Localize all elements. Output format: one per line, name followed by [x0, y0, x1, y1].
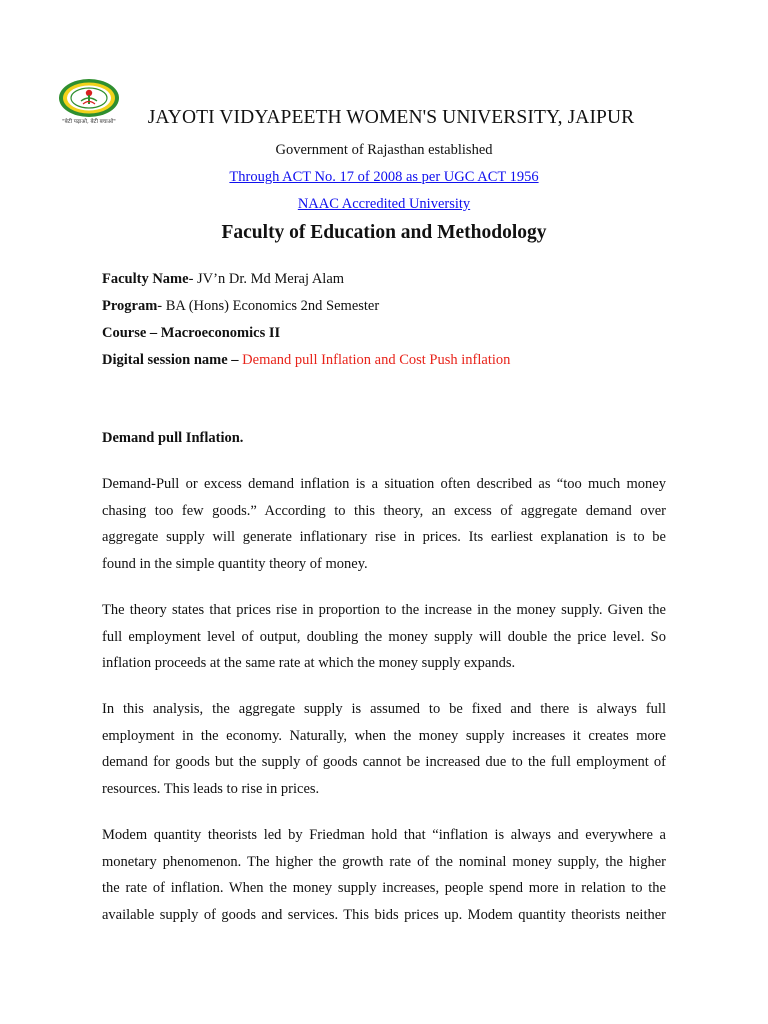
paragraph-line: Modem quantity theorists led by Friedman hold that “inflation is always and everywhere a [102, 827, 666, 843]
program-label: Program [102, 298, 158, 314]
session-value: Demand pull Inflation and Cost Push inflation [242, 352, 511, 368]
naac-line [0, 196, 768, 213]
paragraph-line: the rate of inflation. When the money supply increases, people spend more in relation to the [102, 880, 666, 897]
faculty-name-label: Faculty Name [102, 271, 189, 287]
course-line [102, 325, 280, 342]
paragraph-line: inflation proceeds at the same rate at which the money supply expands. [102, 655, 516, 672]
paragraph-line: found in the simple quantity theory of money. [102, 556, 368, 573]
logo-tagline: "बेटी पढ़ाओ, बेटी बचाओ" [62, 119, 116, 125]
paragraph-1 [102, 471, 666, 578]
paragraph-line: available supply of goods and services. This bids prices up. Modem quantity theorists neither [102, 907, 666, 924]
naac-link[interactable]: NAAC Accredited University [297, 196, 471, 212]
university-name: JAYOTI VIDYAPEETH WOMEN'S UNIVERSITY, JAIPUR [147, 107, 635, 128]
paragraph-line: employment in the economy. Naturally, when the money supply increases it creates more [102, 727, 666, 744]
course-label: Course – Macroeconomics II [102, 325, 281, 341]
paragraph-3 [102, 696, 666, 803]
paragraph-line: chasing too few goods.” According to this theory, an excess of aggregate demand over [102, 502, 666, 519]
paragraph-line: In this analysis, the aggregate supply is assumed to be fixed and there is always full [102, 701, 666, 717]
section-heading: Demand pull Inflation. [102, 430, 244, 446]
paragraph-2 [102, 597, 666, 677]
faculty-name-line [102, 271, 344, 288]
paragraph-line: Demand-Pull or excess demand inflation is a situation often described as “too much money [102, 476, 666, 492]
program-value: - BA (Hons) Economics 2nd Semester [157, 298, 380, 314]
established-line: Government of Rajasthan established [275, 142, 493, 158]
session-label: Digital session name – [102, 352, 243, 368]
paragraph-4 [102, 822, 666, 929]
session-line [102, 352, 510, 369]
paragraph-line: resources. This leads to rise in prices. [102, 781, 320, 798]
act-link[interactable]: Through ACT No. 17 of 2008 as per UGC ACT 1956 [229, 169, 539, 185]
paragraph-line: monetary phenomenon. The higher the growth rate of the nominal money supply, the higher [102, 853, 666, 870]
act-line [0, 169, 768, 186]
faculty-name-value: - JV’n Dr. Md Meraj Alam [188, 271, 345, 287]
paragraph-line: The theory states that prices rise in proportion to the increase in the money supply. Given the [102, 602, 666, 618]
paragraph-line: full employment level of output, doubling the money supply will double the price level. So [102, 628, 666, 645]
paragraph-line: demand for goods but the supply of goods cannot be increased due to the full employment of [102, 754, 666, 771]
paragraph-line: aggregate supply will generate inflationary rise in prices. Its earliest explanation is to be [102, 529, 666, 546]
program-line [102, 298, 379, 315]
faculty-heading: Faculty of Education and Methodology [221, 222, 547, 243]
